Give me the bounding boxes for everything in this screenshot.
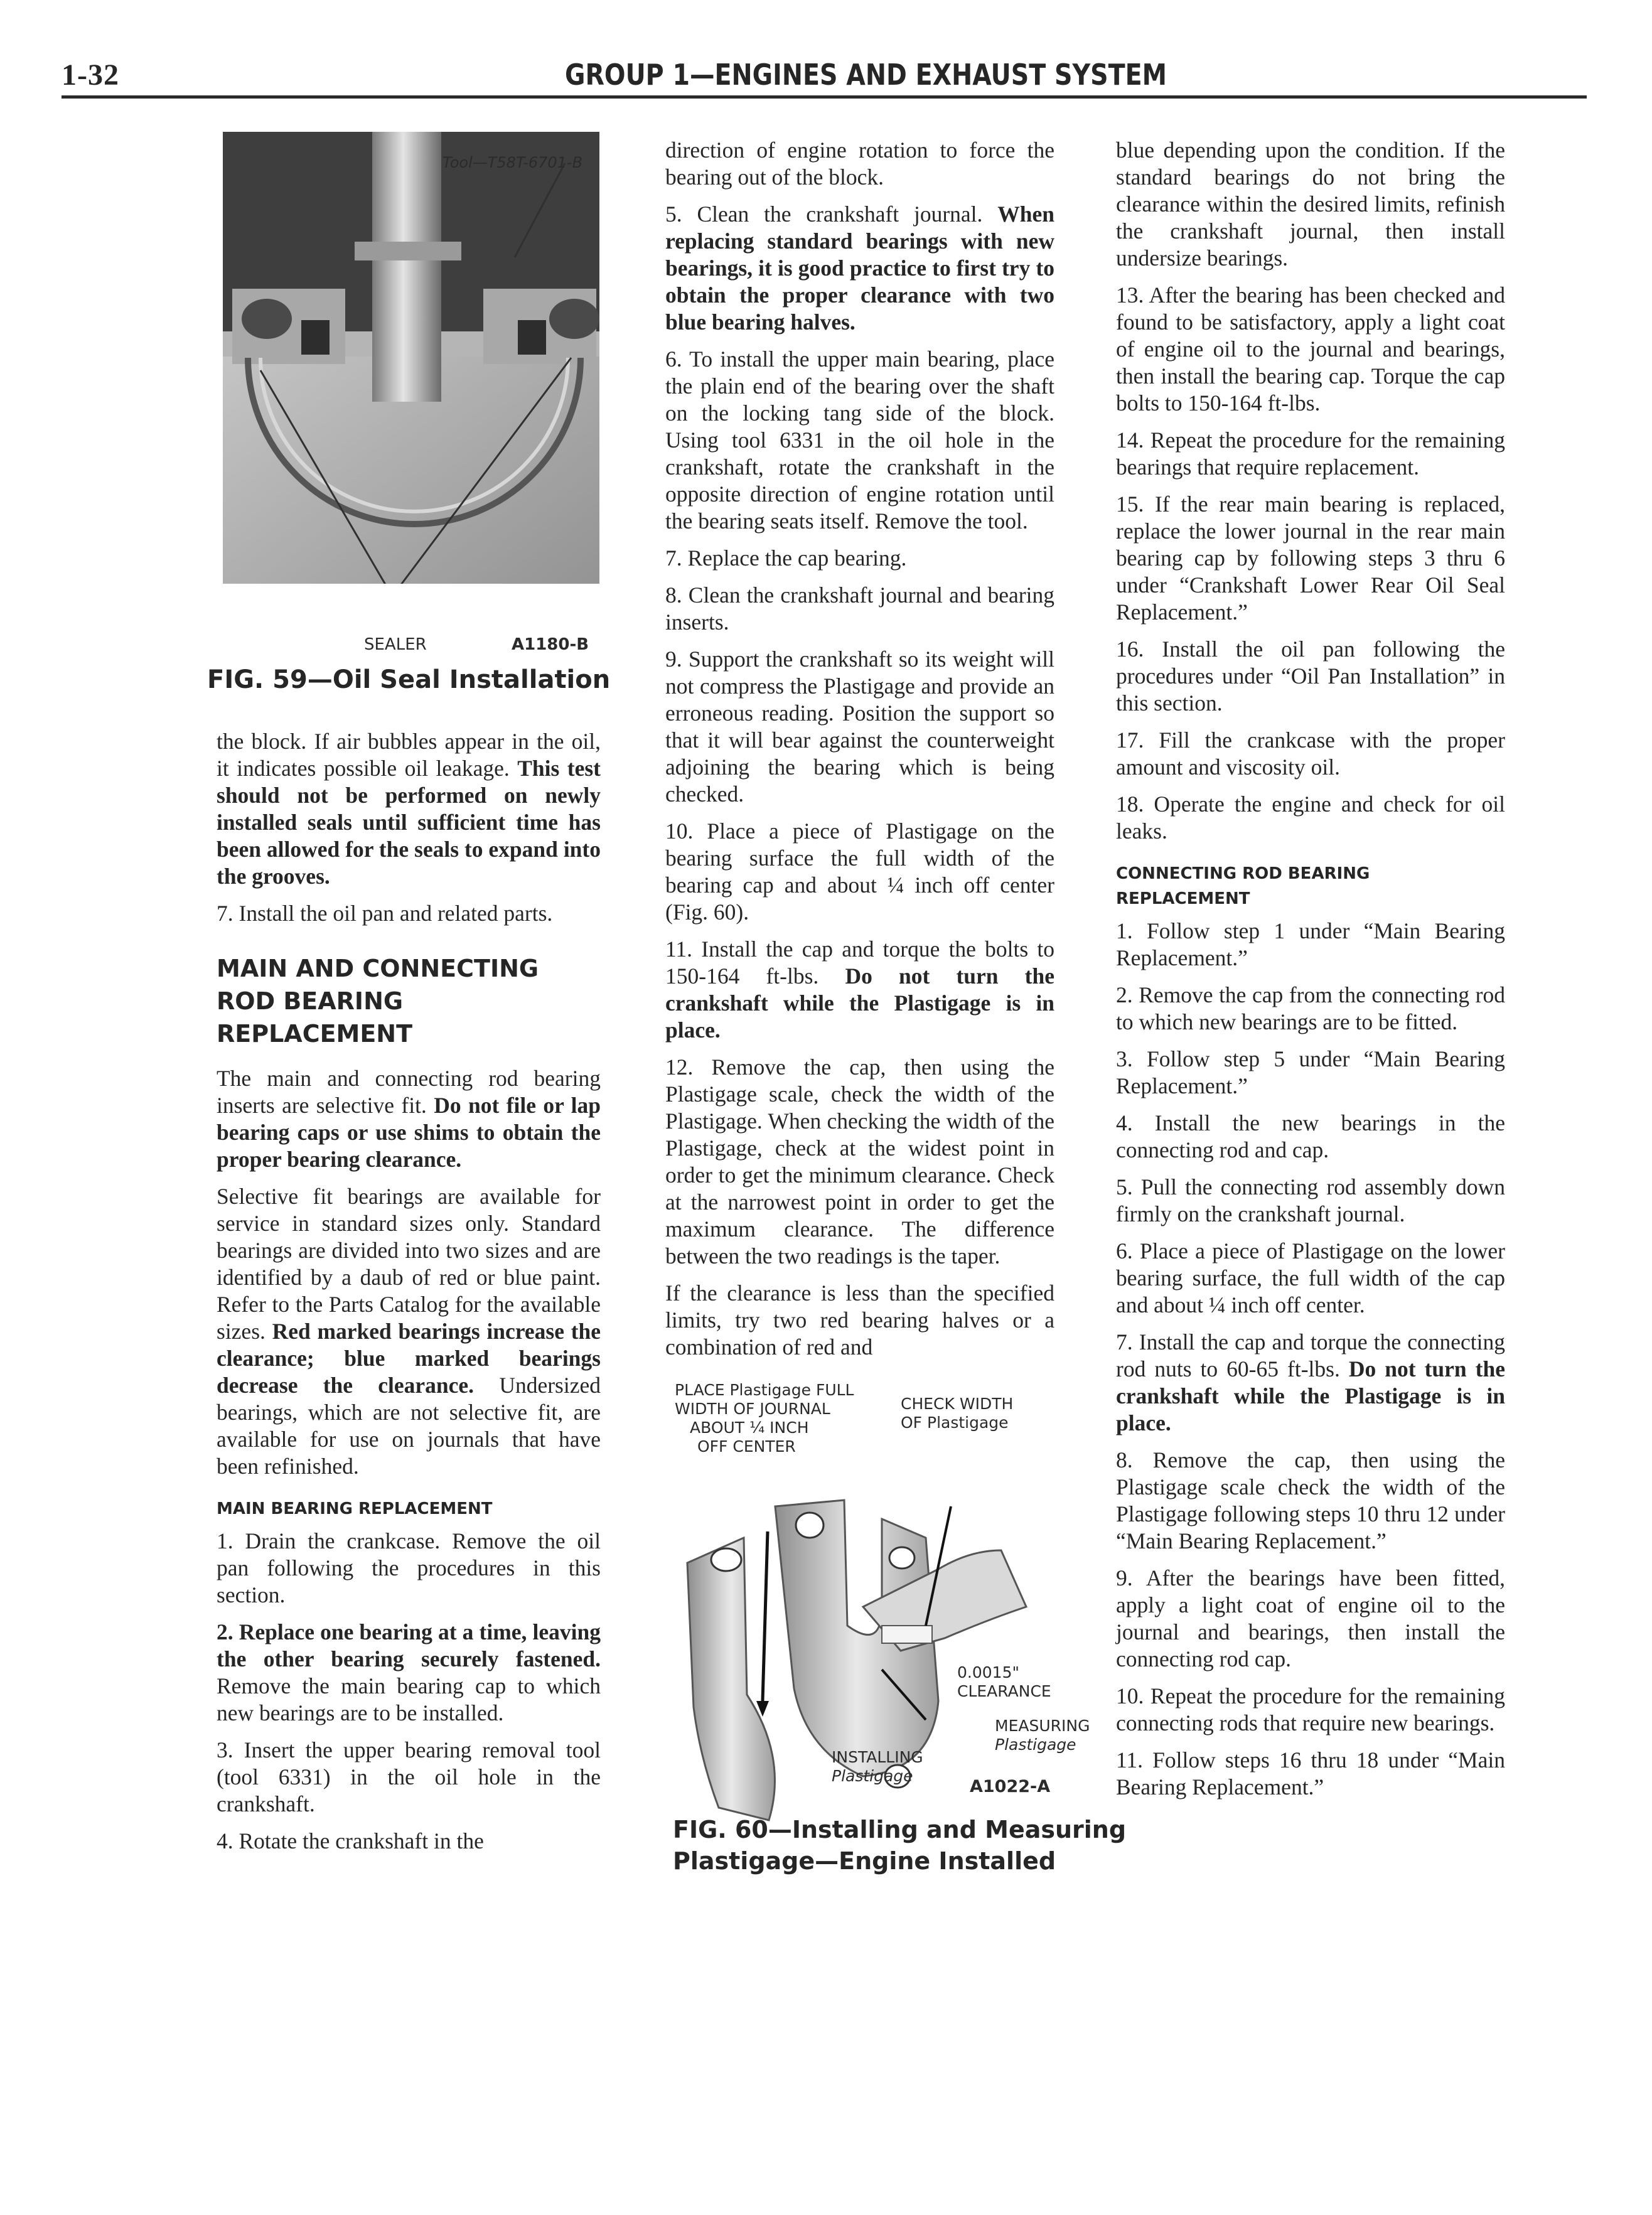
- step: 7. Install the cap and torque the connecting rod nuts to 60-65 ft-lbs. Do not turn the crankshaft while the Plastigage is in place.: [1116, 1329, 1506, 1435]
- paragraph: Selective fit bearings are available for service in standard sizes only. Standard bearings are divided into two sizes and are identified by a daub of red or blue paint. Refer to the Parts Catalog for the available sizes. Red marked bearings increase the clearance; blue marked bearings decrease the clearance. Undersized bearings, which are not selective fit, are available for use on journals that have been refinished.: [217, 1184, 601, 1479]
- step: 11. Follow steps 16 thru 18 under “Main Bearing Replacement.”: [1116, 1747, 1505, 1799]
- subsection-heading: CONNECTING ROD BEARING REPLACEMENT: [1116, 864, 1370, 908]
- step: 10. Place a piece of Plastigage on the bearing surface the full width of the bearing cap and about ¼ inch off center (Fig. 60).: [665, 818, 1054, 925]
- paragraph: The main and connecting rod bearing inserts are selective fit. Do not file or lap bearing caps or use shims to obtain the proper bearing clearance.: [217, 1066, 601, 1172]
- column-2: [665, 137, 1054, 1371]
- paragraph: the block. If air bubbles appear in the oil, it indicates possible oil leakage. This test should not be performed on newly installed seals until sufficient time has been allowed for the seals to expand into the grooves.: [217, 729, 601, 889]
- paragraph: direction of engine rotation to force the bearing out of the block.: [665, 137, 1054, 190]
- step: 16. Install the oil pan following the procedures under “Oil Pan Installation” in this section.: [1116, 636, 1505, 716]
- fig60-code: A1022-A: [970, 1777, 1051, 1796]
- section-heading: MAIN AND CONNECTING ROD BEARING REPLACEMENT: [217, 955, 539, 1048]
- step: 5. Clean the crankshaft journal. When replacing standard bearings with new bearings, it is good practice to first try to obtain the proper clearance with two blue bearing halves.: [665, 201, 1055, 335]
- step: 10. Repeat the procedure for the remaining connecting rods that require new bearings.: [1116, 1683, 1505, 1735]
- fig59-photo: [223, 132, 599, 634]
- step: 6. To install the upper main bearing, place the plain end of the bearing over the shaft on the locking tang side of the block. Using tool 6331 in the oil hole in the crankshaft, rotate the crankshaft in the opposite direction of engine rotation until the bearing seats itself. Remove the tool.: [665, 346, 1054, 534]
- page-number: 1-32: [62, 58, 119, 92]
- fig60-clearance-label: 0.0015" CLEARANCE: [957, 1663, 1051, 1700]
- step: 8. Remove the cap, then using the Plastigage scale check the width of the Plastigage following steps 10 thru 12 under “Main Bearing Replacement.”: [1116, 1447, 1505, 1553]
- paragraph: 7. Install the oil pan and related parts.: [217, 901, 553, 926]
- fig59-sealer-label: SEALER: [364, 635, 427, 654]
- step: 13. After the bearing has been checked and found to be satisfactory, apply a light coat of engine oil to the journal and bearings, then install the bearing cap. Torque the cap bolts to 150-164 ft-lbs.: [1116, 282, 1505, 416]
- header-rule: [62, 95, 1587, 99]
- paragraph: blue depending upon the condition. If the standard bearings do not bring the clearance within the desired limits, refinish the crankshaft journal, then install undersize bearings.: [1116, 137, 1505, 271]
- step: 18. Operate the engine and check for oil leaks.: [1116, 791, 1505, 844]
- page-header-title: GROUP 1—ENGINES AND EXHAUST SYSTEM: [565, 58, 1167, 92]
- step: 3. Follow step 5 under “Main Bearing Replacement.”: [1116, 1046, 1505, 1098]
- step: 2. Remove the cap from the connecting rod to which new bearings are to be fitted.: [1116, 982, 1505, 1034]
- step: 12. Remove the cap, then using the Plastigage scale, check the width of the Plastigage. When checking the width of the Plastigage, check at the widest point in order to get the minimum clearance. Check at the narrowest point in order to get the maximum clearance. The difference between the two readings is the taper.: [665, 1054, 1054, 1268]
- step: 14. Repeat the procedure for the remaining bearings that require replacement.: [1116, 427, 1505, 480]
- subsection-heading: MAIN BEARING REPLACEMENT: [217, 1499, 493, 1518]
- step: 9. Support the crankshaft so its weight will not compress the Plastigage and provide an erroneous reading. Position the support so that it will bear against the counterweight adjoining the bearing which is being checked.: [665, 646, 1054, 807]
- paragraph: If the clearance is less than the specified limits, try two red bearing halves or a combination of red and: [665, 1280, 1054, 1360]
- step: 4. Rotate the crankshaft in the: [217, 1828, 484, 1853]
- column-3: [1116, 137, 1505, 1811]
- step: 7. Replace the cap bearing.: [665, 545, 907, 571]
- step: 2. Replace one bearing at a time, leaving the other bearing securely fastened. Remove the main bearing cap to which new bearings are to be installed.: [217, 1619, 601, 1725]
- column-1: [217, 728, 601, 1865]
- fig59-caption: FIG. 59—Oil Seal Installation: [207, 665, 611, 694]
- step: 1. Drain the crankcase. Remove the oil pan following the procedures in this section.: [217, 1528, 601, 1607]
- step: 17. Fill the crankcase with the proper amount and viscosity oil.: [1116, 727, 1505, 780]
- step: 11. Install the cap and torque the bolts to 150-164 ft-lbs. Do not turn the crankshaft while the Plastigage is in place.: [665, 936, 1055, 1043]
- step: 9. After the bearings have been fitted, apply a light coat of engine oil to the journal and bearings, then install the connecting rod cap.: [1116, 1565, 1505, 1671]
- fig60-measuring-label: MEASURING Plastigage: [995, 1717, 1090, 1754]
- step: 6. Place a piece of Plastigage on the lower bearing surface, the full width of the cap and about ¼ inch off center.: [1116, 1238, 1505, 1317]
- oil-seal-installation-illustration: [223, 132, 599, 634]
- step: 5. Pull the connecting rod assembly down firmly on the crankshaft journal.: [1116, 1174, 1505, 1226]
- fig60-installing-label: INSTALLING Plastigage: [832, 1748, 923, 1785]
- fig60-place-label: PLACE Plastigage FULL WIDTH OF JOURNAL ABOUT ¼ INCH OFF CENTER: [675, 1381, 854, 1456]
- fig60-caption: FIG. 60—Installing and Measuring Plastigage—Engine Installed: [673, 1816, 1127, 1875]
- step: 3. Insert the upper bearing removal tool (tool 6331) in the oil hole in the crankshaft.: [217, 1737, 601, 1816]
- step: 4. Install the new bearings in the connecting rod and cap.: [1116, 1110, 1505, 1162]
- fig59-code: A1180-B: [512, 635, 589, 654]
- step: 1. Follow step 1 under “Main Bearing Replacement.”: [1116, 918, 1505, 970]
- fig59-tool-label: Tool—T58T-6701-B: [442, 154, 583, 171]
- step: 15. If the rear main bearing is replaced, replace the lower journal in the rear main bearing cap by following steps 3 thru 6 under “Crankshaft Lower Rear Oil Seal Replacement.”: [1116, 491, 1505, 625]
- step: 8. Clean the crankshaft journal and bearing inserts.: [665, 582, 1054, 635]
- fig60-check-label: CHECK WIDTH OF Plastigage: [901, 1395, 1014, 1432]
